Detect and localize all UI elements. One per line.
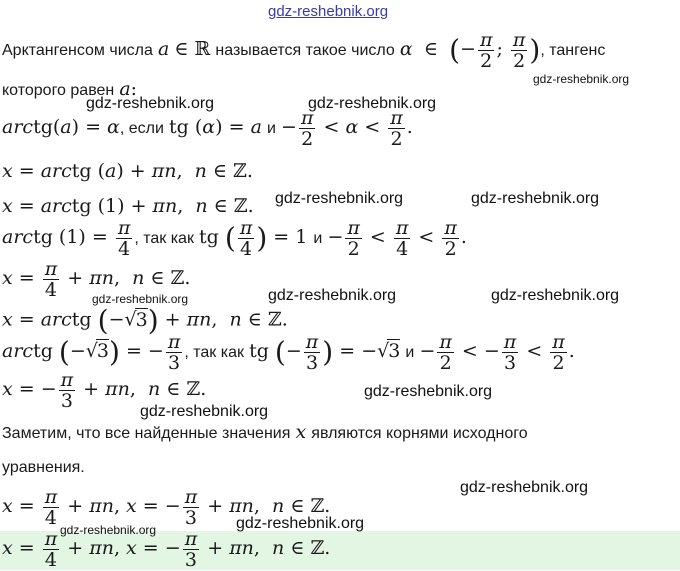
watermark: gdz-reshebnik.org (92, 292, 189, 306)
general-solution: x = arctg (a) + πn, n ∈ ℤ. (2, 160, 253, 182)
watermark: gdz-reshebnik.org (140, 403, 269, 420)
watermark: gdz-reshebnik.org (275, 190, 404, 207)
watermark: gdz-reshebnik.org (86, 95, 215, 112)
solution-2: x = − $\frac{\pi}{3}$ + πn, n ∈ ℤ. (2, 369, 207, 412)
final-answer: x = $\frac{\pi}{4}$ + πn, x = − $\frac{\pi}{3}$ + πn, n ∈ ℤ. (2, 528, 331, 571)
note-line-1: Заметим, что все найденные значения x являются корнями исходного (2, 421, 528, 443)
combined-solution: x = $\frac{\pi}{4}$ + πn, x = − $\frac{\pi}{3}$ + πn, n ∈ ℤ. (2, 486, 331, 529)
watermark: gdz-reshebnik.org (268, 287, 397, 304)
watermark: gdz-reshebnik.org (236, 515, 365, 532)
site-link[interactable]: gdz-reshebnik.org (268, 3, 389, 20)
solution-1-check: arctg (1) = $\frac{\pi}{4}$ , так как tg ( $\frac{\pi}{4}$ ) = 1 и − $\frac{\pi}{2}$ < $\frac{\pi}{4}$ < $\frac{\pi}{2}$ . (2, 217, 467, 260)
definition-line-2: которого равен a: (2, 78, 138, 100)
watermark: gdz-reshebnik.org (471, 190, 600, 207)
watermark: gdz-reshebnik.org (460, 479, 589, 496)
watermark: gdz-reshebnik.org (533, 72, 630, 86)
note-line-2: уравнения. (2, 459, 85, 476)
watermark: gdz-reshebnik.org (308, 95, 437, 112)
solution-2-check: arctg (−√3) = − $\frac{\pi}{3}$ , так как tg (− $\frac{\pi}{3}$ ) = −√3 и − $\frac{\pi}{2}$ < − $\frac{\pi}{3}$ < $\frac{\pi}{2}$ . (2, 331, 575, 374)
solution-2-setup: x = arctg (−√3) + πn, n ∈ ℤ. (2, 304, 288, 337)
definition-line-1: Арктангенсом числа a ∈ ℝ называется такое число α ∈ (− $\frac{\pi}{2}$ ; $\frac{\pi}{2}$ ), тангенс (2, 29, 606, 72)
watermark: gdz-reshebnik.org (364, 383, 493, 400)
watermark: gdz-reshebnik.org (491, 287, 620, 304)
definition-formula: arctg(a) = α, если tg (α) = a и − $\frac{\pi}{2}$ < α < $\frac{\pi}{2}$ . (2, 107, 413, 150)
solution-1-setup: x = arctg (1) + πn, n ∈ ℤ. (2, 195, 254, 217)
solution-1: x = $\frac{\pi}{4}$ + πn, n ∈ ℤ. (2, 258, 191, 301)
watermark: gdz-reshebnik.org (60, 523, 157, 537)
